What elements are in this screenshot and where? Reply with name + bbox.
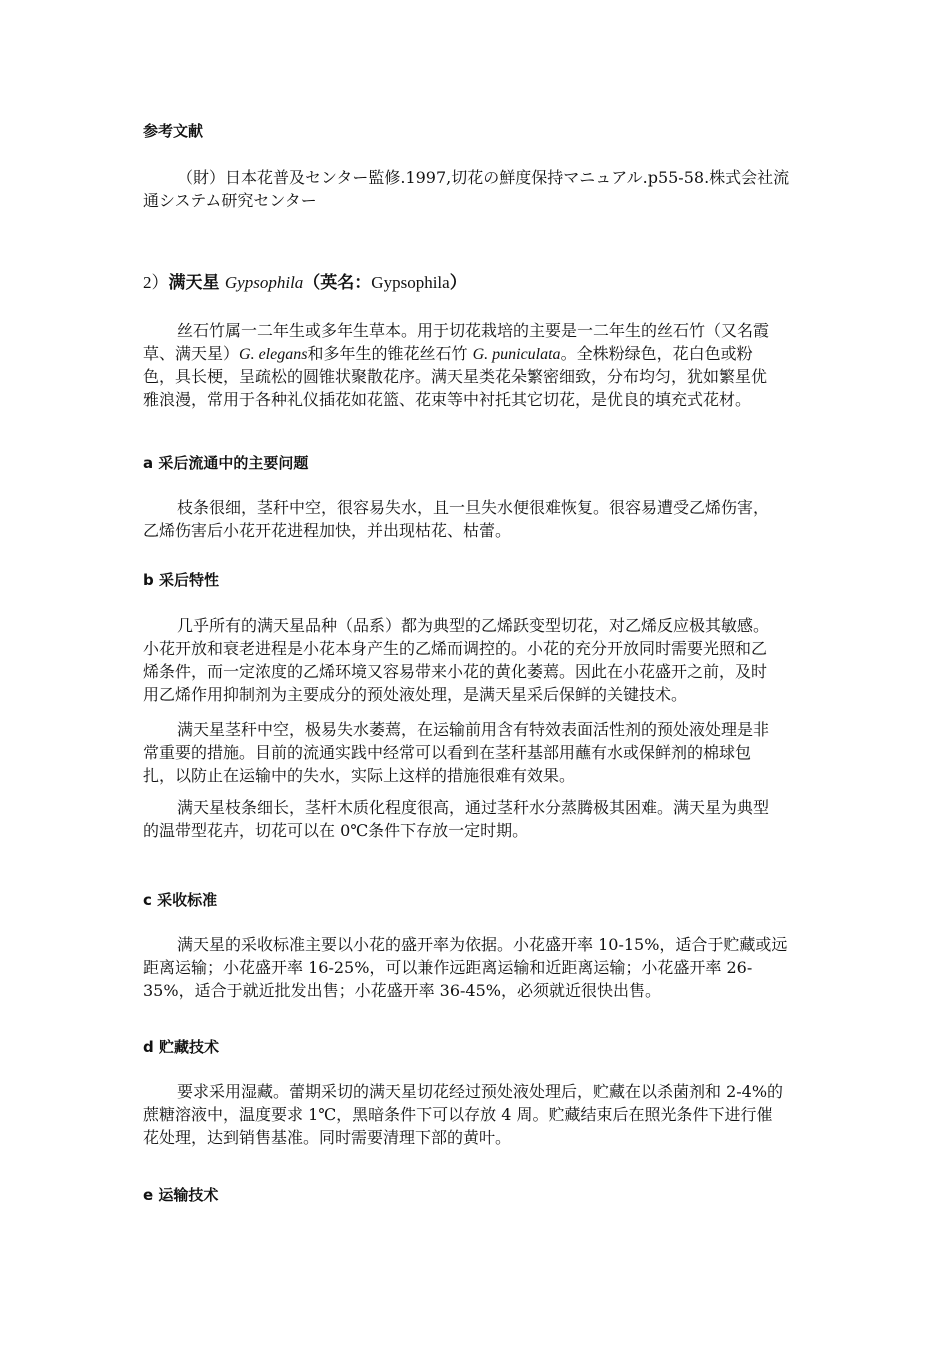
subsection-e-heading: e 运输技术: [143, 1186, 219, 1204]
species-name-puniculata: G. puniculata: [472, 346, 561, 363]
reference-line-1: （財）日本花普及センター監修.1997,切花の鮮度保持マニュアル.p55-58.株式会社流: [177, 168, 790, 187]
subsection-b-paragraph-2: 满天星茎秆中空，极易失水萎蔫，在运输前用含有特效表面活性剂的预处液处理是非 常重要的措施。目前的流通实践中经常可以看到在茎秆基部用蘸有水或保鲜剂的棉球包 扎，以防止在运输中的失水，实际上这样的措施很难有效果。: [143, 720, 770, 785]
intro-line-4: 雅浪漫，常用于各种礼仪插花如花篮、花束等中衬托其它切花，是优良的填充式花材。: [143, 390, 752, 409]
section-number: 2）: [143, 273, 169, 292]
intro-line-1: 丝石竹属一二年生或多年生草本。用于切花栽培的主要是一二年生的丝石竹（又名霞: [177, 321, 770, 340]
species-name-elegans: G. elegans: [239, 346, 308, 363]
section-title-cn: 满天星: [168, 273, 220, 293]
section-title-en: Gypsophila: [371, 273, 450, 292]
reference-entry: [143, 165, 805, 211]
subsection-d-heading: d 贮藏技术: [143, 1038, 219, 1056]
reference-line-2: 通システム研究センター: [143, 191, 317, 210]
subsection-d-paragraph: 要求采用湿藏。蕾期采切的满天星切花经过预处液处理后，贮藏在以杀菌剂和 2-4%的 蔗糖溶液中，温度要求 1℃，黑暗条件下可以存放 4 周。贮藏结束后在照光条件下进行催 花处理，达到销售基准。同时需要清理下部的黄叶。: [143, 1082, 784, 1147]
subsection-c-heading: c 采收标准: [143, 891, 218, 909]
section-title: [143, 271, 805, 295]
intro-line-2: 草、满天星）G. elegans和多年生的锥花丝石竹 G. puniculata。全株粉绿色，花白色或粉: [143, 344, 753, 363]
subsection-c-paragraph: 满天星的采收标准主要以小花的盛开率为依据。小花盛开率 10-15%，适合于贮藏或远 距离运输；小花盛开率 16-25%，可以兼作远距离运输和近距离运输；小花盛开率 26- 35%，适合于就近批发出售；小花盛开率 36-45%，必须就近很快出售。: [143, 935, 788, 1000]
subsection-b-paragraph-3: 满天星枝条细长，茎杆木质化程度很高，通过茎秆水分蒸腾极其困难。满天星为典型 的温带型花卉，切花可以在 0℃条件下存放一定时期。: [143, 798, 770, 840]
intro-line-3: 色，具长梗，呈疏松的圆锥状聚散花序。满天星类花朵繁密细致，分布均匀，犹如繁星优: [143, 367, 768, 386]
subsection-a-paragraph: 枝条很细，茎秆中空，很容易失水，且一旦失水便很难恢复。很容易遭受乙烯伤害， 乙烯伤害后小花开花进程加快，并出现枯花、枯蕾。: [143, 498, 770, 540]
section-title-en-prefix: （英名：: [303, 273, 372, 293]
section-title-latin: Gypsophila: [224, 273, 304, 292]
subsection-a-heading: a 采后流通中的主要问题: [143, 454, 309, 472]
subsection-b-heading: b 采后特性: [143, 571, 219, 589]
subsection-b-paragraph-1: 几乎所有的满天星品种（品系）都为典型的乙烯跃变型切花，对乙烯反应极其敏感。 小花开放和衰老进程是小花本身产生的乙烯而调控的。小花的充分开放同时需要光照和乙 烯条件，而一定浓度的乙烯环境又容易带来小花的黄化萎蔫。因此在小花盛开之前，及时 用乙烯作用抑制剂为主要成分的预处液处理，是满天星采后保鲜的关键技术。: [143, 616, 770, 704]
references-heading: 参考文献: [143, 122, 204, 140]
intro-paragraph: [143, 318, 805, 410]
section-title-en-suffix: ）: [449, 273, 467, 293]
